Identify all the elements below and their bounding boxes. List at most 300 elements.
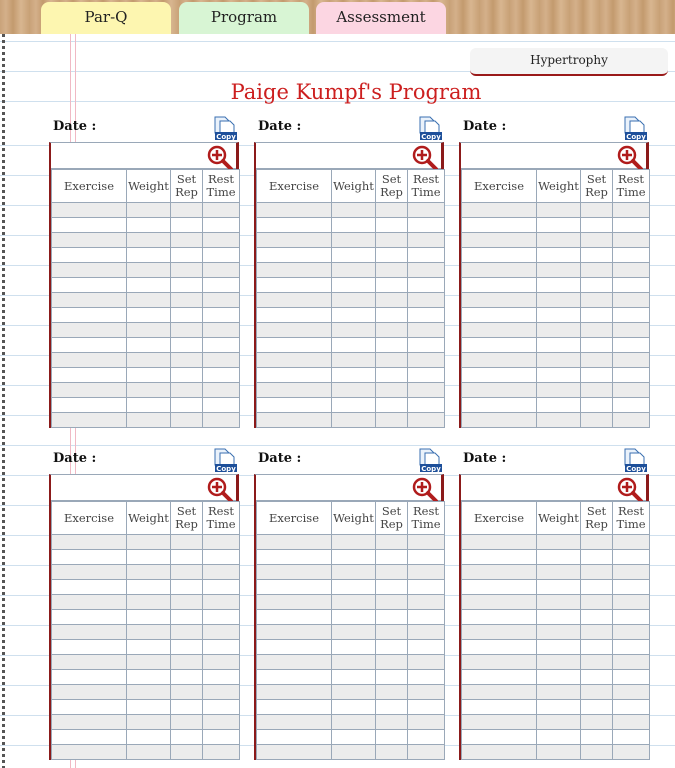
table-cell[interactable] [171,550,203,565]
table-cell[interactable] [376,685,408,700]
table-cell[interactable] [332,323,376,338]
table-cell[interactable] [52,233,127,248]
table-cell[interactable] [581,670,613,685]
table-cell[interactable] [332,413,376,428]
table-cell[interactable] [257,248,332,263]
table-cell[interactable] [203,398,240,413]
table-cell[interactable] [462,685,537,700]
table-cell[interactable] [462,308,537,323]
table-cell[interactable] [408,580,445,595]
table-cell[interactable] [408,640,445,655]
table-cell[interactable] [613,323,650,338]
table-cell[interactable] [613,338,650,353]
table-cell[interactable] [462,278,537,293]
table-cell[interactable] [203,730,240,745]
table-cell[interactable] [613,398,650,413]
table-cell[interactable] [408,535,445,550]
table-cell[interactable] [537,610,581,625]
table-cell[interactable] [171,233,203,248]
table-cell[interactable] [581,565,613,580]
table-cell[interactable] [462,383,537,398]
table-cell[interactable] [257,368,332,383]
table-cell[interactable] [203,550,240,565]
table-cell[interactable] [332,565,376,580]
table-cell[interactable] [171,625,203,640]
table-cell[interactable] [408,353,445,368]
table-cell[interactable] [581,353,613,368]
table-cell[interactable] [613,293,650,308]
table-cell[interactable] [613,745,650,760]
zoom-in-icon[interactable] [617,145,643,171]
table-cell[interactable] [52,670,127,685]
table-cell[interactable] [203,625,240,640]
table-cell[interactable] [127,398,171,413]
table-cell[interactable] [462,413,537,428]
table-cell[interactable] [613,580,650,595]
table-cell[interactable] [52,550,127,565]
table-cell[interactable] [171,685,203,700]
table-cell[interactable] [127,278,171,293]
table-cell[interactable] [581,248,613,263]
table-cell[interactable] [581,263,613,278]
table-cell[interactable] [462,203,537,218]
table-cell[interactable] [257,263,332,278]
table-cell[interactable] [127,263,171,278]
table-cell[interactable] [332,203,376,218]
table-cell[interactable] [127,353,171,368]
table-cell[interactable] [462,293,537,308]
table-cell[interactable] [408,700,445,715]
table-cell[interactable] [537,248,581,263]
table-cell[interactable] [203,263,240,278]
program-type-selector[interactable]: Hypertrophy [470,48,668,76]
table-cell[interactable] [462,398,537,413]
table-cell[interactable] [613,610,650,625]
table-cell[interactable] [613,218,650,233]
table-cell[interactable] [581,580,613,595]
table-cell[interactable] [462,595,537,610]
table-cell[interactable] [171,398,203,413]
table-cell[interactable] [171,745,203,760]
table-cell[interactable] [462,353,537,368]
table-cell[interactable] [127,323,171,338]
table-cell[interactable] [376,640,408,655]
table-cell[interactable] [462,670,537,685]
table-cell[interactable] [171,368,203,383]
table-cell[interactable] [52,413,127,428]
table-cell[interactable] [581,368,613,383]
table-cell[interactable] [52,730,127,745]
table-cell[interactable] [332,625,376,640]
table-cell[interactable] [462,263,537,278]
table-cell[interactable] [171,413,203,428]
table-cell[interactable] [257,715,332,730]
table-cell[interactable] [257,323,332,338]
table-cell[interactable] [257,595,332,610]
table-cell[interactable] [332,353,376,368]
table-cell[interactable] [171,338,203,353]
table-cell[interactable] [376,353,408,368]
table-cell[interactable] [171,218,203,233]
table-cell[interactable] [537,368,581,383]
table-cell[interactable] [127,383,171,398]
table-cell[interactable] [613,715,650,730]
table-cell[interactable] [581,685,613,700]
table-cell[interactable] [376,278,408,293]
table-cell[interactable] [171,610,203,625]
table-cell[interactable] [52,535,127,550]
table-cell[interactable] [332,685,376,700]
table-cell[interactable] [127,368,171,383]
table-cell[interactable] [52,293,127,308]
table-cell[interactable] [537,535,581,550]
zoom-in-icon[interactable] [412,477,438,503]
table-cell[interactable] [257,625,332,640]
table-cell[interactable] [332,550,376,565]
table-cell[interactable] [581,233,613,248]
table-cell[interactable] [537,595,581,610]
table-cell[interactable] [537,625,581,640]
table-cell[interactable] [581,610,613,625]
table-cell[interactable] [376,218,408,233]
table-cell[interactable] [127,308,171,323]
table-cell[interactable] [203,293,240,308]
table-cell[interactable] [257,383,332,398]
table-cell[interactable] [537,580,581,595]
table-cell[interactable] [203,413,240,428]
table-cell[interactable] [462,640,537,655]
table-cell[interactable] [537,338,581,353]
table-cell[interactable] [376,338,408,353]
table-cell[interactable] [462,233,537,248]
table-cell[interactable] [52,580,127,595]
table-cell[interactable] [581,640,613,655]
table-cell[interactable] [376,655,408,670]
table-cell[interactable] [376,610,408,625]
table-cell[interactable] [613,203,650,218]
table-cell[interactable] [537,640,581,655]
table-cell[interactable] [332,730,376,745]
table-cell[interactable] [127,685,171,700]
table-cell[interactable] [332,398,376,413]
table-cell[interactable] [462,323,537,338]
table-cell[interactable] [408,368,445,383]
table-cell[interactable] [257,685,332,700]
table-cell[interactable] [462,715,537,730]
table-cell[interactable] [257,398,332,413]
table-cell[interactable] [408,413,445,428]
table-cell[interactable] [332,655,376,670]
zoom-in-icon[interactable] [207,145,233,171]
table-cell[interactable] [203,278,240,293]
table-cell[interactable] [52,263,127,278]
table-cell[interactable] [613,248,650,263]
table-cell[interactable] [408,203,445,218]
table-cell[interactable] [537,745,581,760]
table-cell[interactable] [203,218,240,233]
table-cell[interactable] [257,338,332,353]
table-cell[interactable] [52,700,127,715]
table-cell[interactable] [203,338,240,353]
table-cell[interactable] [537,398,581,413]
table-cell[interactable] [408,293,445,308]
table-cell[interactable] [203,323,240,338]
table-cell[interactable] [257,203,332,218]
table-cell[interactable] [171,565,203,580]
copy-icon[interactable] [417,448,443,472]
table-cell[interactable] [376,715,408,730]
table-cell[interactable] [408,730,445,745]
table-cell[interactable] [408,218,445,233]
table-cell[interactable] [257,308,332,323]
table-cell[interactable] [257,535,332,550]
table-cell[interactable] [332,595,376,610]
table-cell[interactable] [581,625,613,640]
table-cell[interactable] [332,610,376,625]
table-cell[interactable] [203,233,240,248]
table-cell[interactable] [171,670,203,685]
table-cell[interactable] [127,745,171,760]
table-cell[interactable] [376,745,408,760]
table-cell[interactable] [171,263,203,278]
table-cell[interactable] [332,745,376,760]
table-cell[interactable] [581,730,613,745]
table-cell[interactable] [408,248,445,263]
table-cell[interactable] [581,550,613,565]
table-cell[interactable] [537,383,581,398]
table-cell[interactable] [408,655,445,670]
table-cell[interactable] [462,700,537,715]
table-cell[interactable] [52,655,127,670]
table-cell[interactable] [52,383,127,398]
table-cell[interactable] [203,640,240,655]
table-cell[interactable] [613,308,650,323]
table-cell[interactable] [537,715,581,730]
table-cell[interactable] [257,413,332,428]
table-cell[interactable] [127,715,171,730]
table-cell[interactable] [127,248,171,263]
table-cell[interactable] [127,640,171,655]
table-cell[interactable] [376,535,408,550]
table-cell[interactable] [52,308,127,323]
table-cell[interactable] [408,398,445,413]
table-cell[interactable] [537,700,581,715]
table-cell[interactable] [52,595,127,610]
table-cell[interactable] [171,353,203,368]
table-cell[interactable] [581,655,613,670]
table-cell[interactable] [376,233,408,248]
table-cell[interactable] [537,685,581,700]
table-cell[interactable] [332,338,376,353]
table-cell[interactable] [408,565,445,580]
table-cell[interactable] [462,580,537,595]
table-cell[interactable] [257,278,332,293]
table-cell[interactable] [376,670,408,685]
table-cell[interactable] [613,565,650,580]
table-cell[interactable] [537,233,581,248]
table-cell[interactable] [613,263,650,278]
table-cell[interactable] [171,580,203,595]
table-cell[interactable] [203,248,240,263]
table-cell[interactable] [332,640,376,655]
copy-icon[interactable] [622,116,648,140]
table-cell[interactable] [376,248,408,263]
table-cell[interactable] [332,700,376,715]
table-cell[interactable] [376,580,408,595]
table-cell[interactable] [332,670,376,685]
table-cell[interactable] [127,550,171,565]
table-cell[interactable] [127,535,171,550]
table-cell[interactable] [203,368,240,383]
table-cell[interactable] [376,625,408,640]
table-cell[interactable] [127,580,171,595]
table-cell[interactable] [537,308,581,323]
table-cell[interactable] [257,233,332,248]
table-cell[interactable] [257,640,332,655]
table-cell[interactable] [537,353,581,368]
table-cell[interactable] [408,233,445,248]
zoom-in-icon[interactable] [617,477,643,503]
tab-program[interactable]: Program [179,2,309,36]
table-cell[interactable] [581,278,613,293]
table-cell[interactable] [127,730,171,745]
table-cell[interactable] [581,398,613,413]
table-cell[interactable] [581,595,613,610]
table-cell[interactable] [332,278,376,293]
table-cell[interactable] [408,625,445,640]
table-cell[interactable] [52,745,127,760]
table-cell[interactable] [171,640,203,655]
copy-icon[interactable] [417,116,443,140]
copy-icon[interactable] [212,116,238,140]
table-cell[interactable] [613,278,650,293]
table-cell[interactable] [376,368,408,383]
table-cell[interactable] [203,383,240,398]
table-cell[interactable] [462,368,537,383]
table-cell[interactable] [203,670,240,685]
table-cell[interactable] [408,338,445,353]
table-cell[interactable] [203,745,240,760]
table-cell[interactable] [332,308,376,323]
table-cell[interactable] [613,730,650,745]
table-cell[interactable] [257,700,332,715]
table-cell[interactable] [376,383,408,398]
table-cell[interactable] [408,383,445,398]
table-cell[interactable] [408,278,445,293]
table-cell[interactable] [127,293,171,308]
table-cell[interactable] [257,293,332,308]
table-cell[interactable] [462,730,537,745]
table-cell[interactable] [376,308,408,323]
table-cell[interactable] [408,263,445,278]
table-cell[interactable] [171,308,203,323]
table-cell[interactable] [171,730,203,745]
table-cell[interactable] [376,730,408,745]
table-cell[interactable] [127,338,171,353]
zoom-in-icon[interactable] [412,145,438,171]
table-cell[interactable] [332,368,376,383]
table-cell[interactable] [613,383,650,398]
table-cell[interactable] [613,700,650,715]
table-cell[interactable] [332,293,376,308]
table-cell[interactable] [462,248,537,263]
table-cell[interactable] [613,413,650,428]
table-cell[interactable] [581,383,613,398]
table-cell[interactable] [581,745,613,760]
table-cell[interactable] [537,550,581,565]
table-cell[interactable] [376,700,408,715]
table-cell[interactable] [52,248,127,263]
table-cell[interactable] [203,580,240,595]
table-cell[interactable] [52,715,127,730]
table-cell[interactable] [332,383,376,398]
table-cell[interactable] [462,625,537,640]
table-cell[interactable] [257,730,332,745]
table-cell[interactable] [408,595,445,610]
table-cell[interactable] [171,248,203,263]
table-cell[interactable] [171,293,203,308]
table-cell[interactable] [613,625,650,640]
table-cell[interactable] [408,715,445,730]
table-cell[interactable] [127,565,171,580]
table-cell[interactable] [203,685,240,700]
table-cell[interactable] [257,218,332,233]
table-cell[interactable] [332,233,376,248]
table-cell[interactable] [52,203,127,218]
table-cell[interactable] [171,278,203,293]
table-cell[interactable] [581,308,613,323]
table-cell[interactable] [257,655,332,670]
table-cell[interactable] [257,745,332,760]
table-cell[interactable] [581,293,613,308]
table-cell[interactable] [257,610,332,625]
table-cell[interactable] [332,218,376,233]
table-cell[interactable] [127,218,171,233]
table-cell[interactable] [203,700,240,715]
zoom-in-icon[interactable] [207,477,233,503]
table-cell[interactable] [203,308,240,323]
table-cell[interactable] [171,323,203,338]
table-cell[interactable] [613,550,650,565]
table-cell[interactable] [408,670,445,685]
copy-icon[interactable] [212,448,238,472]
table-cell[interactable] [52,625,127,640]
table-cell[interactable] [52,278,127,293]
table-cell[interactable] [376,203,408,218]
table-cell[interactable] [537,655,581,670]
table-cell[interactable] [462,218,537,233]
table-cell[interactable] [408,308,445,323]
table-cell[interactable] [203,353,240,368]
table-cell[interactable] [332,715,376,730]
table-cell[interactable] [537,218,581,233]
table-cell[interactable] [52,640,127,655]
table-cell[interactable] [376,413,408,428]
table-cell[interactable] [127,413,171,428]
table-cell[interactable] [376,323,408,338]
table-cell[interactable] [613,640,650,655]
table-cell[interactable] [203,565,240,580]
table-cell[interactable] [613,368,650,383]
table-cell[interactable] [581,338,613,353]
table-cell[interactable] [257,353,332,368]
table-cell[interactable] [462,655,537,670]
table-cell[interactable] [203,715,240,730]
table-cell[interactable] [408,610,445,625]
table-cell[interactable] [376,565,408,580]
table-cell[interactable] [581,715,613,730]
table-cell[interactable] [376,293,408,308]
